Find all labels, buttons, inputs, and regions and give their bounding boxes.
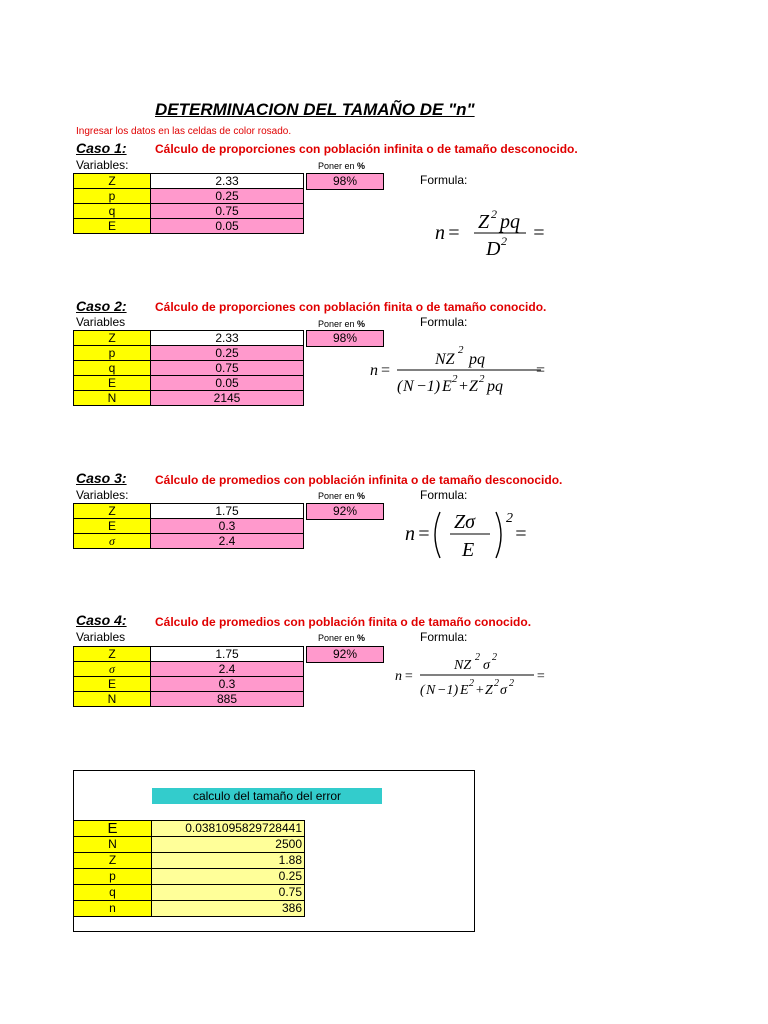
- poner-text: Poner en: [318, 319, 358, 329]
- svg-text:pq: pq: [487, 378, 503, 395]
- caso2-heading: Caso 2:: [76, 298, 127, 314]
- instruction-text: Ingresar los datos en las celdas de color rosado.: [76, 126, 292, 137]
- caso3-formula: [400, 498, 550, 568]
- svg-text:E: E: [462, 539, 475, 561]
- table-row: [74, 853, 305, 869]
- caso2-percent-cell[interactable]: 98%: [306, 330, 384, 347]
- table-row: [74, 391, 304, 406]
- table-row: [74, 346, 304, 361]
- error-calc-table: [73, 820, 305, 917]
- svg-text:(: (: [397, 378, 403, 395]
- table-row: [74, 869, 305, 885]
- svg-text:pq: pq: [500, 211, 520, 233]
- caso1-poner-label: [318, 161, 365, 171]
- var-label: N: [74, 837, 152, 853]
- caso3-heading: Caso 3:: [76, 470, 127, 486]
- caso1-variables-label: Variables:: [76, 158, 129, 172]
- caso4-variables-label: Variables: [76, 630, 126, 644]
- svg-text:σ: σ: [500, 683, 507, 698]
- var-value-cell[interactable]: 0.05: [151, 376, 304, 391]
- caso4-percent-cell[interactable]: 92%: [306, 646, 384, 663]
- var-label: E: [74, 821, 152, 837]
- caso2-description: Cálculo de proporciones con población finita o de tamaño conocido.: [155, 300, 547, 314]
- svg-text:pq: pq: [469, 351, 485, 368]
- caso1-formula: [430, 200, 570, 260]
- svg-text:−1): −1): [416, 378, 441, 395]
- svg-text:2: 2: [491, 207, 497, 221]
- poner-text: Poner en: [318, 633, 358, 643]
- svg-text:2: 2: [469, 678, 474, 689]
- var-value-cell[interactable]: 0.25: [151, 189, 304, 204]
- result-cell[interactable]: 1.88: [152, 853, 305, 869]
- table-row: [74, 376, 304, 391]
- table-row: [74, 821, 305, 837]
- table-row: [74, 331, 304, 346]
- svg-text:NZ: NZ: [435, 351, 455, 368]
- var-value-cell[interactable]: 1.75: [151, 504, 304, 519]
- poner-pct: %: [357, 161, 366, 171]
- caso1-table: [73, 173, 304, 234]
- table-row: [74, 174, 304, 189]
- svg-text:n: n: [370, 362, 378, 379]
- table-row: [74, 534, 304, 549]
- caso4-formula: [390, 648, 560, 704]
- var-label: E: [74, 677, 151, 692]
- table-row: [74, 361, 304, 376]
- svg-text:2: 2: [475, 652, 480, 663]
- svg-text:−1): −1): [437, 683, 459, 698]
- svg-text:2: 2: [458, 344, 464, 356]
- table-row: [74, 901, 305, 917]
- caso2-formula-label: Formula:: [420, 315, 468, 329]
- var-label: E: [74, 519, 151, 534]
- result-cell[interactable]: 386: [152, 901, 305, 917]
- svg-text:=: =: [404, 669, 414, 684]
- svg-text:2: 2: [452, 373, 458, 385]
- svg-text:=: =: [532, 222, 546, 244]
- svg-text:+: +: [458, 378, 469, 395]
- svg-text:Z: Z: [478, 211, 490, 233]
- var-value-cell[interactable]: 2.33: [151, 174, 304, 189]
- result-cell[interactable]: 2500: [152, 837, 305, 853]
- var-label: p: [74, 869, 152, 885]
- caso4-description: Cálculo de promedios con población finita o de tamaño conocido.: [155, 615, 532, 629]
- poner-pct: %: [357, 633, 366, 643]
- svg-text:=: =: [535, 362, 546, 379]
- table-row: [74, 692, 304, 707]
- var-value-cell[interactable]: 0.3: [151, 677, 304, 692]
- var-label: Z: [74, 174, 151, 189]
- svg-text:Zσ: Zσ: [454, 511, 475, 533]
- caso3-formula-label: Formula:: [420, 488, 468, 502]
- caso3-table: [73, 503, 304, 549]
- caso2-formula: [365, 338, 565, 400]
- caso2-table: [73, 330, 304, 406]
- var-label: Z: [74, 647, 151, 662]
- var-label: p: [74, 346, 151, 361]
- caso1-description: Cálculo de proporciones con población infinita o de tamaño desconocido.: [155, 142, 578, 156]
- svg-text:2: 2: [492, 652, 497, 663]
- var-value-cell[interactable]: 1.75: [151, 647, 304, 662]
- caso1-percent-cell[interactable]: 98%: [306, 173, 384, 190]
- svg-text:D: D: [486, 238, 501, 260]
- table-row: [74, 885, 305, 901]
- table-row: [74, 677, 304, 692]
- svg-text:=: =: [380, 362, 391, 379]
- caso1-formula-label: Formula:: [420, 173, 468, 187]
- poner-pct: %: [357, 491, 366, 501]
- svg-text:N: N: [403, 378, 414, 395]
- caso2-variables-label: Variables: [76, 315, 126, 329]
- var-label: Z: [74, 853, 152, 869]
- caso4-heading: Caso 4:: [76, 612, 127, 628]
- var-value-cell[interactable]: 2.4: [151, 662, 304, 677]
- var-value-cell[interactable]: 0.25: [151, 346, 304, 361]
- error-calc-header: calculo del tamaño del error: [152, 788, 382, 804]
- var-label: Z: [74, 331, 151, 346]
- var-value-cell[interactable]: 2.4: [151, 534, 304, 549]
- var-label: Z: [74, 504, 151, 519]
- table-row: [74, 204, 304, 219]
- page-title: DETERMINACION DEL TAMAÑO DE "n": [155, 100, 475, 119]
- svg-text:E: E: [460, 683, 469, 698]
- caso2-poner-label: [318, 319, 365, 329]
- caso3-poner-label: [318, 491, 365, 501]
- var-value-cell[interactable]: 2.33: [151, 331, 304, 346]
- caso4-poner-label: [318, 633, 365, 643]
- svg-text:=: =: [514, 523, 528, 545]
- caso4-formula-label: Formula:: [420, 630, 468, 644]
- table-row: [74, 189, 304, 204]
- svg-text:2: 2: [506, 511, 513, 526]
- table-row: [74, 219, 304, 234]
- table-row: [74, 662, 304, 677]
- table-row: [74, 519, 304, 534]
- table-row: [74, 837, 305, 853]
- var-label: N: [74, 692, 151, 707]
- svg-text:Z: Z: [485, 683, 493, 698]
- var-value-cell[interactable]: 2145: [151, 391, 304, 406]
- var-value-cell[interactable]: 0.3: [151, 519, 304, 534]
- svg-text:2: 2: [501, 234, 507, 248]
- table-row: [74, 647, 304, 662]
- svg-text:n: n: [435, 222, 445, 244]
- svg-text:=: =: [417, 523, 431, 545]
- svg-text:NZ: NZ: [454, 658, 472, 673]
- svg-text:=: =: [536, 669, 546, 684]
- result-cell[interactable]: 0.25: [152, 869, 305, 885]
- var-value-cell[interactable]: 0.75: [151, 361, 304, 376]
- poner-text: Poner en: [318, 491, 358, 501]
- svg-text:n: n: [405, 523, 415, 545]
- result-cell[interactable]: 0.0381095829728441: [152, 821, 305, 837]
- svg-text:+: +: [475, 683, 485, 698]
- svg-text:Z: Z: [469, 378, 478, 395]
- poner-text: Poner en: [318, 161, 358, 171]
- svg-text:σ: σ: [483, 658, 490, 673]
- svg-text:2: 2: [479, 373, 485, 385]
- var-label: σ: [74, 662, 151, 677]
- poner-pct: %: [357, 319, 366, 329]
- var-label: p: [74, 189, 151, 204]
- table-row: [74, 504, 304, 519]
- svg-text:2: 2: [494, 678, 499, 689]
- var-value-cell[interactable]: 885: [151, 692, 304, 707]
- caso3-variables-label: Variables:: [76, 488, 129, 502]
- svg-text:2: 2: [509, 678, 514, 689]
- var-label: q: [74, 361, 151, 376]
- svg-text:=: =: [447, 222, 461, 244]
- var-label: σ: [74, 534, 151, 549]
- var-value-cell[interactable]: 0.75: [151, 204, 304, 219]
- caso3-percent-cell[interactable]: 92%: [306, 503, 384, 520]
- var-label: q: [74, 204, 151, 219]
- caso1-heading: Caso 1:: [76, 140, 127, 156]
- svg-text:N: N: [426, 683, 436, 698]
- svg-text:E: E: [442, 378, 452, 395]
- caso3-description: Cálculo de promedios con población infinita o de tamaño desconocido.: [155, 473, 563, 487]
- var-label: q: [74, 885, 152, 901]
- svg-text:n: n: [395, 669, 402, 684]
- var-label: E: [74, 219, 151, 234]
- var-label: E: [74, 376, 151, 391]
- var-value-cell[interactable]: 0.05: [151, 219, 304, 234]
- var-label: N: [74, 391, 151, 406]
- caso4-table: [73, 646, 304, 707]
- result-cell[interactable]: 0.75: [152, 885, 305, 901]
- var-label: n: [74, 901, 152, 917]
- svg-text:(: (: [420, 683, 425, 698]
